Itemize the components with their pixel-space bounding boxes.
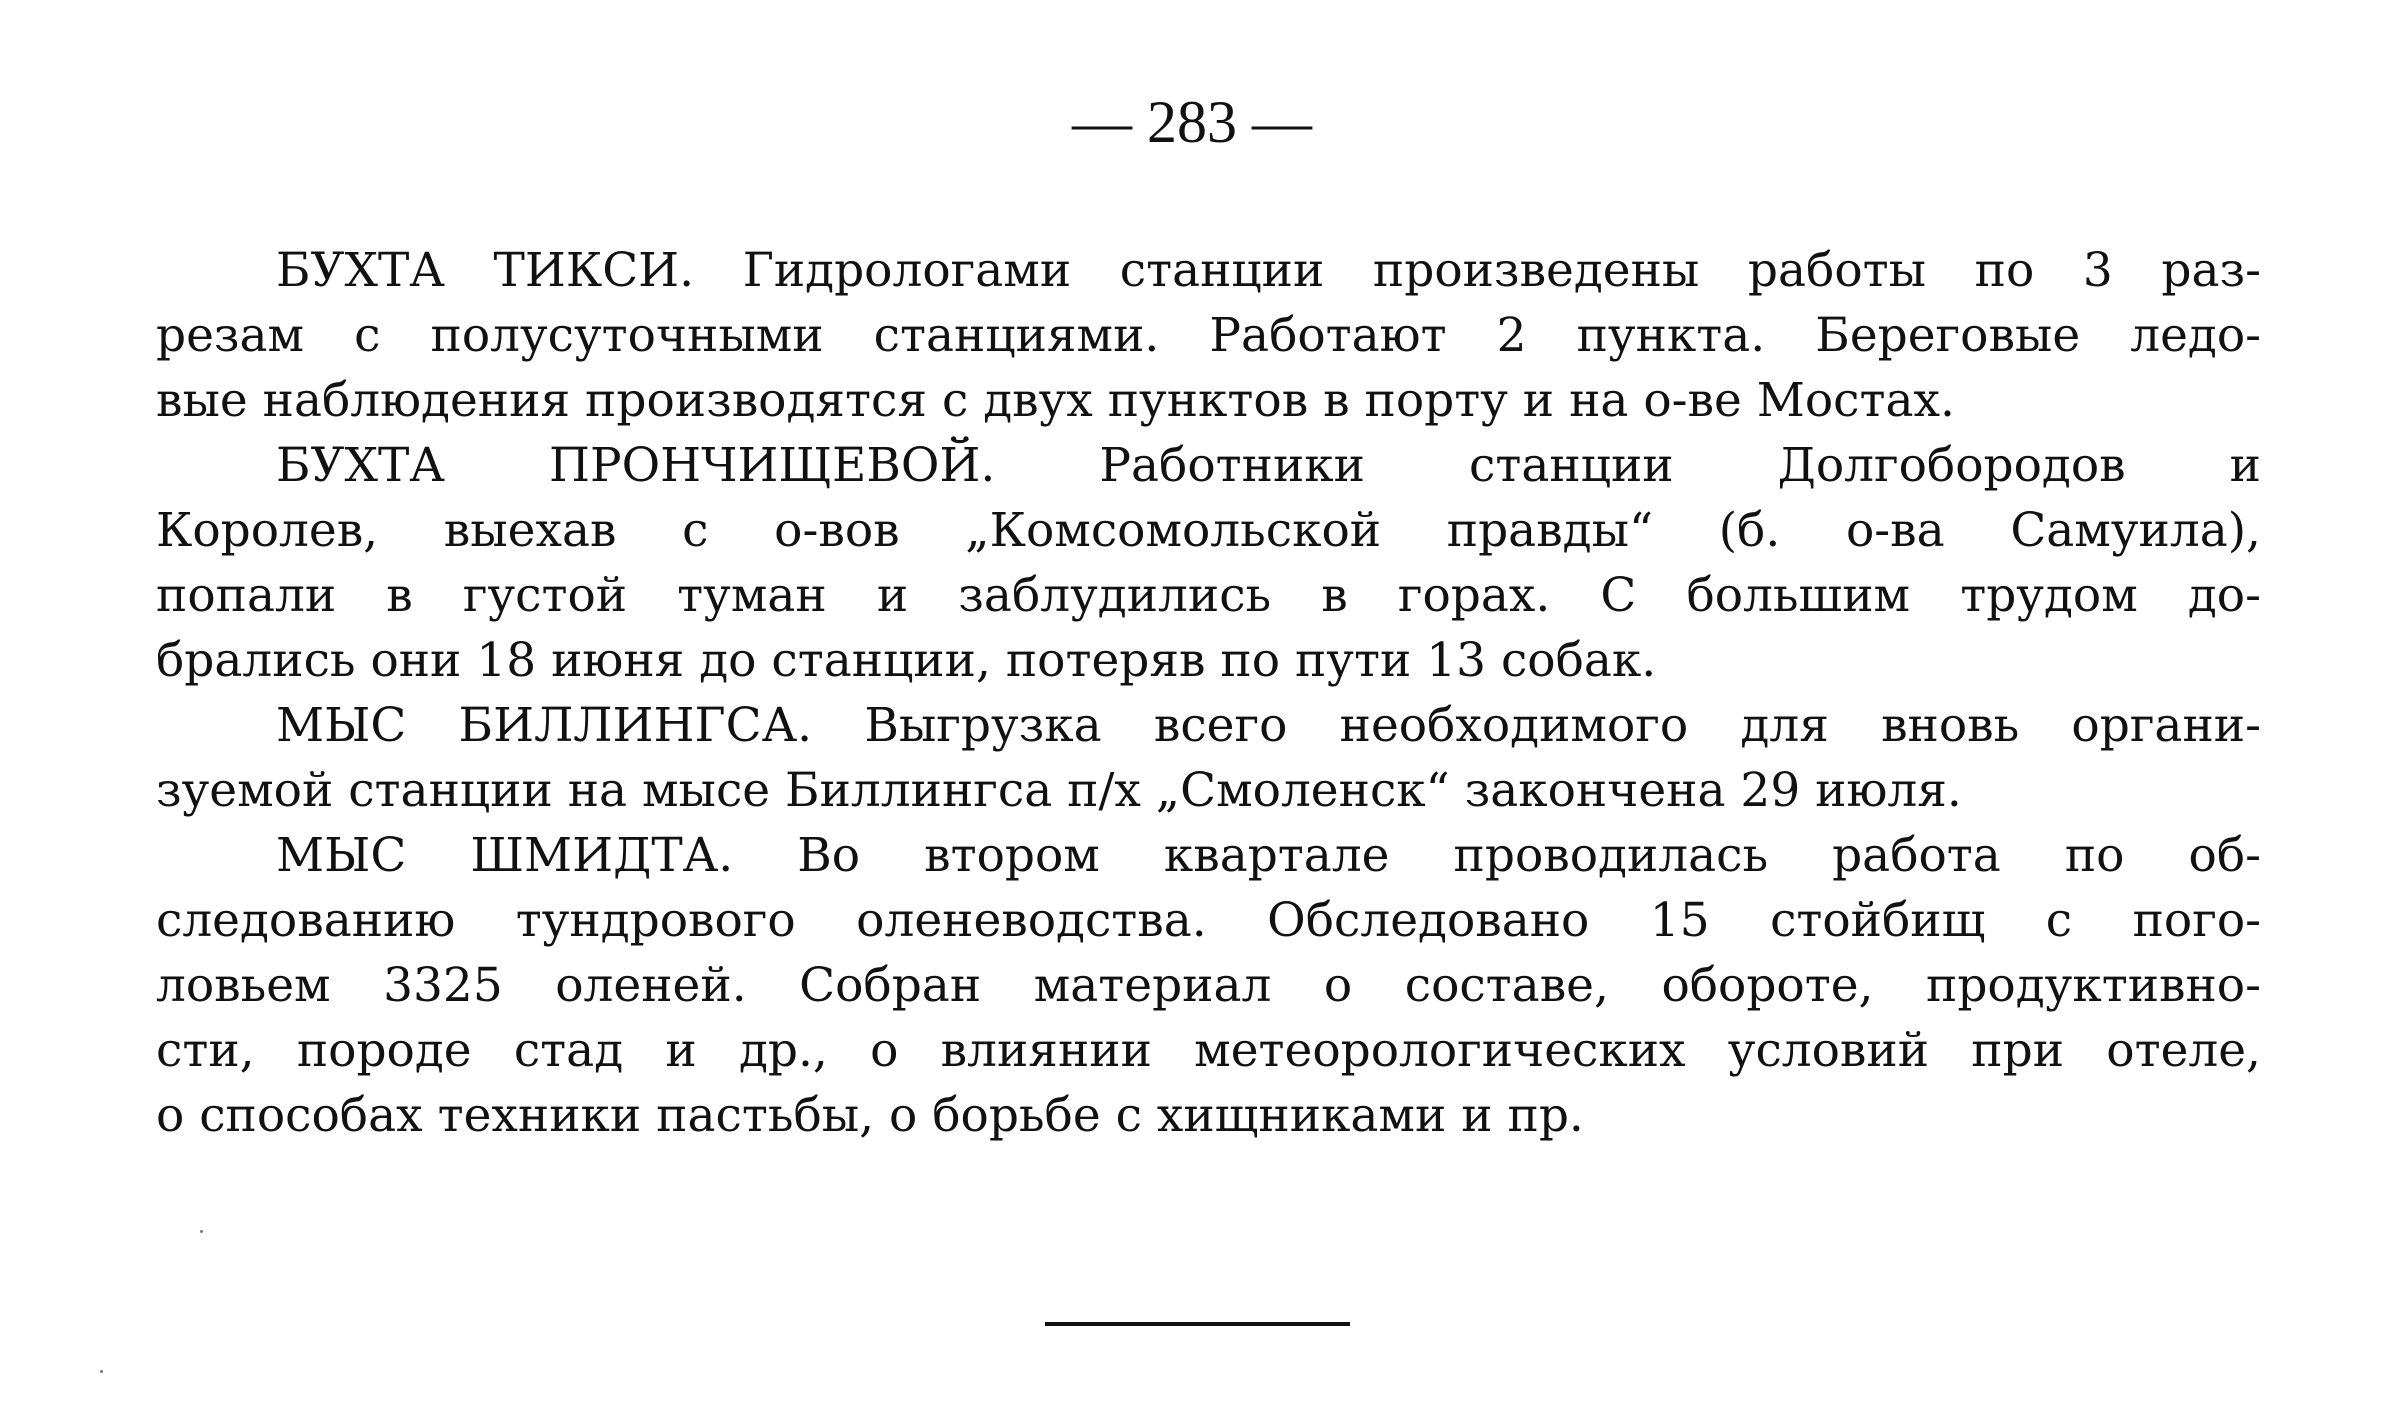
- text-line: сти, породе стад и др., о влиянии метеорологических условий при отеле,: [156, 1023, 2261, 1078]
- text-line: вые наблюдения производятся с двух пунктов в порту и на о-ве Мостах.: [156, 373, 1955, 428]
- body-text: [156, 238, 2261, 1148]
- section-divider: [1045, 1322, 1350, 1326]
- page-number: — 283 —: [1072, 89, 1312, 155]
- text-line: БУХТА ПРОНЧИЩЕВОЙ. Работники станции Долгобородов и: [276, 438, 2261, 493]
- text-line: брались они 18 июня до станции, потеряв по пути 13 собак.: [156, 633, 1657, 688]
- text-line: БУХТА ТИКСИ. Гидрологами станции произведены работы по 3 раз-: [276, 243, 2261, 298]
- text-line: МЫС БИЛЛИНГСА. Выгрузка всего необходимого для вновь органи-: [276, 698, 2261, 753]
- text-line: о способах техники пастьбы, о борьбе с хищниками и пр.: [156, 1088, 1584, 1143]
- text-line: резам с полусуточными станциями. Работают 2 пункта. Береговые ледо-: [156, 308, 2261, 363]
- text-line: ловьем 3325 оленей. Собран материал о составе, обороте, продуктивно-: [156, 958, 2261, 1013]
- text-line: следованию тундрового оленеводства. Обследовано 15 стойбищ с пого-: [156, 893, 2261, 948]
- text-line: МЫС ШМИДТА. Во втором квартале проводилась работа по об-: [276, 828, 2261, 883]
- text-line: Королев, выехав с о-вов „Комсомольской правды“ (б. о-ва Самуила),: [156, 503, 2261, 558]
- text-line: попали в густой туман и заблудились в горах. С большим трудом до-: [156, 568, 2261, 623]
- scan-speck: [200, 1230, 203, 1233]
- scan-speck: [100, 1370, 103, 1373]
- text-line: зуемой станции на мысе Биллингса п/х „Смоленск“ закончена 29 июля.: [156, 763, 1962, 818]
